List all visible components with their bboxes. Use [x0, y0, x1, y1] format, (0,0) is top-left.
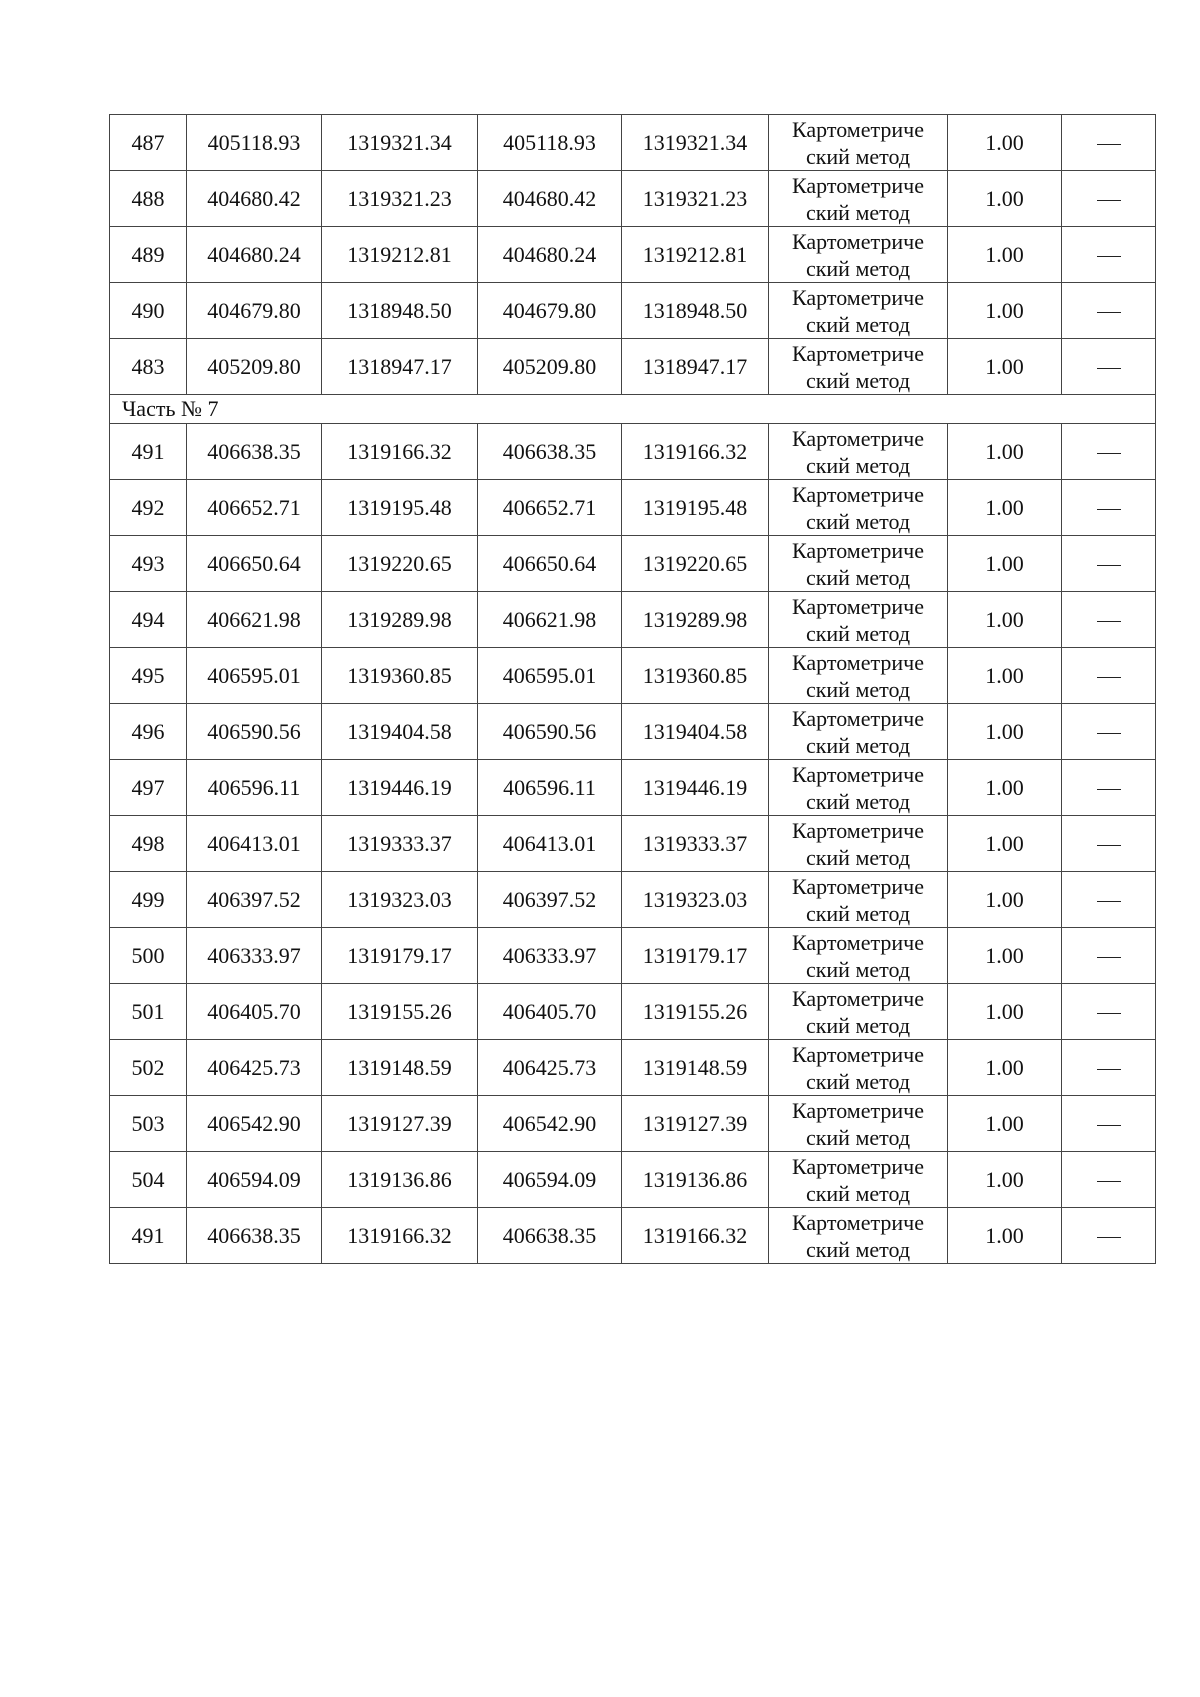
point-number-cell: 494 — [110, 592, 187, 648]
refined-x-cell: 406594.09 — [478, 1152, 622, 1208]
existing-x-cell: 406333.97 — [187, 928, 322, 984]
section-row — [110, 395, 1156, 424]
refined-x-cell: 404680.24 — [478, 227, 622, 283]
note-cell — [1062, 115, 1156, 171]
accuracy-cell: 1.00 — [948, 592, 1062, 648]
refined-y-cell: 1319321.34 — [622, 115, 769, 171]
refined-y-cell: 1319136.86 — [622, 1152, 769, 1208]
existing-y-cell: 1319220.65 — [322, 536, 478, 592]
note-cell — [1062, 536, 1156, 592]
refined-x-cell: 405209.80 — [478, 339, 622, 395]
existing-y-cell: 1319212.81 — [322, 227, 478, 283]
note-cell — [1062, 283, 1156, 339]
point-number-cell: 490 — [110, 283, 187, 339]
refined-x-cell: 406333.97 — [478, 928, 622, 984]
method-cell — [769, 704, 948, 760]
table-row — [110, 648, 1156, 704]
dash-mark — [1097, 509, 1121, 510]
method-text-line-2: ский метод — [805, 255, 911, 281]
refined-x-cell: 406542.90 — [478, 1096, 622, 1152]
method-text-line-2: ский метод — [805, 1012, 911, 1038]
accuracy-cell: 1.00 — [948, 872, 1062, 928]
method-text-line-2: ский метод — [805, 199, 911, 225]
point-number-cell: 503 — [110, 1096, 187, 1152]
existing-y-cell: 1319148.59 — [322, 1040, 478, 1096]
refined-y-cell: 1319148.59 — [622, 1040, 769, 1096]
accuracy-cell: 1.00 — [948, 339, 1062, 395]
method-text-line-1: Картометриче — [792, 1097, 924, 1123]
dash-mark — [1097, 200, 1121, 201]
method-text-line-2: ский метод — [805, 956, 911, 982]
table-row — [110, 760, 1156, 816]
method-cell — [769, 592, 948, 648]
accuracy-cell: 1.00 — [948, 928, 1062, 984]
note-cell — [1062, 1040, 1156, 1096]
existing-x-cell: 406594.09 — [187, 1152, 322, 1208]
method-cell — [769, 283, 948, 339]
method-text-line-1: Картометриче — [792, 1209, 924, 1235]
note-cell — [1062, 227, 1156, 283]
method-text-line-2: ский метод — [805, 844, 911, 870]
method-cell — [769, 424, 948, 480]
accuracy-cell: 1.00 — [948, 480, 1062, 536]
existing-x-cell: 406542.90 — [187, 1096, 322, 1152]
table-row — [110, 283, 1156, 339]
method-cell — [769, 648, 948, 704]
refined-x-cell: 406397.52 — [478, 872, 622, 928]
method-text-line-1: Картометриче — [792, 929, 924, 955]
refined-x-cell: 406652.71 — [478, 480, 622, 536]
dash-mark — [1097, 1125, 1121, 1126]
method-text-line-1: Картометриче — [792, 172, 924, 198]
refined-x-cell: 406405.70 — [478, 984, 622, 1040]
refined-x-cell: 406413.01 — [478, 816, 622, 872]
existing-y-cell: 1319321.23 — [322, 171, 478, 227]
point-number-cell: 483 — [110, 339, 187, 395]
refined-x-cell: 406425.73 — [478, 1040, 622, 1096]
dash-mark — [1097, 621, 1121, 622]
refined-x-cell: 406595.01 — [478, 648, 622, 704]
method-cell — [769, 339, 948, 395]
point-number-cell: 501 — [110, 984, 187, 1040]
note-cell — [1062, 592, 1156, 648]
dash-mark — [1097, 368, 1121, 369]
accuracy-cell: 1.00 — [948, 760, 1062, 816]
existing-y-cell: 1319404.58 — [322, 704, 478, 760]
method-text-line-2: ский метод — [805, 732, 911, 758]
note-cell — [1062, 1208, 1156, 1264]
existing-x-cell: 404680.42 — [187, 171, 322, 227]
note-cell — [1062, 704, 1156, 760]
existing-y-cell: 1319136.86 — [322, 1152, 478, 1208]
existing-y-cell: 1319179.17 — [322, 928, 478, 984]
method-text-line-2: ский метод — [805, 508, 911, 534]
existing-x-cell: 406425.73 — [187, 1040, 322, 1096]
method-text-line-2: ский метод — [805, 1068, 911, 1094]
method-text-line-2: ский метод — [805, 564, 911, 590]
dash-mark — [1097, 845, 1121, 846]
accuracy-cell: 1.00 — [948, 648, 1062, 704]
point-number-cell: 497 — [110, 760, 187, 816]
existing-x-cell: 406397.52 — [187, 872, 322, 928]
method-text-line-1: Картометриче — [792, 761, 924, 787]
method-cell — [769, 928, 948, 984]
note-cell — [1062, 1152, 1156, 1208]
method-cell — [769, 872, 948, 928]
refined-y-cell: 1318948.50 — [622, 283, 769, 339]
dash-mark — [1097, 144, 1121, 145]
refined-x-cell: 406638.35 — [478, 424, 622, 480]
method-text-line-2: ский метод — [805, 143, 911, 169]
refined-x-cell: 404680.42 — [478, 171, 622, 227]
note-cell — [1062, 648, 1156, 704]
table-row — [110, 1040, 1156, 1096]
method-text-line-1: Картометриче — [792, 425, 924, 451]
point-number-cell: 489 — [110, 227, 187, 283]
method-text-line-2: ский метод — [805, 1180, 911, 1206]
existing-x-cell: 406652.71 — [187, 480, 322, 536]
method-cell — [769, 1040, 948, 1096]
table-row — [110, 704, 1156, 760]
existing-y-cell: 1319155.26 — [322, 984, 478, 1040]
method-text-line-1: Картометриче — [792, 817, 924, 843]
method-text-line-2: ский метод — [805, 676, 911, 702]
dash-mark — [1097, 957, 1121, 958]
existing-y-cell: 1318948.50 — [322, 283, 478, 339]
accuracy-cell: 1.00 — [948, 1208, 1062, 1264]
point-number-cell: 504 — [110, 1152, 187, 1208]
method-text-line-1: Картометриче — [792, 537, 924, 563]
method-text-line-1: Картометриче — [792, 116, 924, 142]
accuracy-cell: 1.00 — [948, 115, 1062, 171]
method-text-line-2: ский метод — [805, 452, 911, 478]
accuracy-cell: 1.00 — [948, 1040, 1062, 1096]
method-text-line-1: Картометриче — [792, 593, 924, 619]
method-text-line-1: Картометриче — [792, 340, 924, 366]
existing-y-cell: 1319127.39 — [322, 1096, 478, 1152]
accuracy-cell: 1.00 — [948, 424, 1062, 480]
refined-y-cell: 1319179.17 — [622, 928, 769, 984]
dash-mark — [1097, 789, 1121, 790]
point-number-cell: 492 — [110, 480, 187, 536]
refined-x-cell: 406590.56 — [478, 704, 622, 760]
method-text-line-1: Картометриче — [792, 705, 924, 731]
point-number-cell: 493 — [110, 536, 187, 592]
table-row — [110, 480, 1156, 536]
dash-mark — [1097, 733, 1121, 734]
accuracy-cell: 1.00 — [948, 984, 1062, 1040]
point-number-cell: 500 — [110, 928, 187, 984]
point-number-cell: 496 — [110, 704, 187, 760]
dash-mark — [1097, 1237, 1121, 1238]
point-number-cell: 487 — [110, 115, 187, 171]
dash-mark — [1097, 256, 1121, 257]
table-row — [110, 984, 1156, 1040]
method-text-line-2: ский метод — [805, 1124, 911, 1150]
existing-x-cell: 406595.01 — [187, 648, 322, 704]
table-row — [110, 115, 1156, 171]
existing-x-cell: 406650.64 — [187, 536, 322, 592]
refined-y-cell: 1319404.58 — [622, 704, 769, 760]
table-row — [110, 1096, 1156, 1152]
refined-y-cell: 1319446.19 — [622, 760, 769, 816]
table-row — [110, 339, 1156, 395]
note-cell — [1062, 171, 1156, 227]
existing-x-cell: 406590.56 — [187, 704, 322, 760]
point-number-cell: 502 — [110, 1040, 187, 1096]
accuracy-cell: 1.00 — [948, 283, 1062, 339]
existing-y-cell: 1319360.85 — [322, 648, 478, 704]
table-row — [110, 171, 1156, 227]
existing-y-cell: 1319289.98 — [322, 592, 478, 648]
existing-x-cell: 405209.80 — [187, 339, 322, 395]
existing-y-cell: 1319333.37 — [322, 816, 478, 872]
note-cell — [1062, 816, 1156, 872]
dash-mark — [1097, 1013, 1121, 1014]
method-text-line-1: Картометриче — [792, 481, 924, 507]
dash-mark — [1097, 565, 1121, 566]
existing-y-cell: 1319166.32 — [322, 424, 478, 480]
refined-y-cell: 1319220.65 — [622, 536, 769, 592]
refined-y-cell: 1319166.32 — [622, 1208, 769, 1264]
method-cell — [769, 480, 948, 536]
point-number-cell: 491 — [110, 424, 187, 480]
refined-x-cell: 405118.93 — [478, 115, 622, 171]
existing-x-cell: 406413.01 — [187, 816, 322, 872]
table-row — [110, 592, 1156, 648]
dash-mark — [1097, 1069, 1121, 1070]
method-cell — [769, 1152, 948, 1208]
refined-y-cell: 1319155.26 — [622, 984, 769, 1040]
dash-mark — [1097, 901, 1121, 902]
method-text-line-1: Картометриче — [792, 228, 924, 254]
existing-x-cell: 406638.35 — [187, 1208, 322, 1264]
accuracy-cell: 1.00 — [948, 536, 1062, 592]
refined-x-cell: 404679.80 — [478, 283, 622, 339]
existing-x-cell: 406638.35 — [187, 424, 322, 480]
existing-x-cell: 405118.93 — [187, 115, 322, 171]
method-text-line-1: Картометриче — [792, 873, 924, 899]
refined-y-cell: 1319195.48 — [622, 480, 769, 536]
accuracy-cell: 1.00 — [948, 171, 1062, 227]
method-text-line-2: ский метод — [805, 367, 911, 393]
table-row — [110, 536, 1156, 592]
accuracy-cell: 1.00 — [948, 1152, 1062, 1208]
method-cell — [769, 536, 948, 592]
accuracy-cell: 1.00 — [948, 1096, 1062, 1152]
method-text-line-1: Картометриче — [792, 1153, 924, 1179]
refined-x-cell: 406621.98 — [478, 592, 622, 648]
existing-x-cell: 404679.80 — [187, 283, 322, 339]
accuracy-cell: 1.00 — [948, 227, 1062, 283]
existing-x-cell: 404680.24 — [187, 227, 322, 283]
method-text-line-1: Картометриче — [792, 1041, 924, 1067]
method-text-line-1: Картометриче — [792, 985, 924, 1011]
refined-y-cell: 1319166.32 — [622, 424, 769, 480]
table-row — [110, 227, 1156, 283]
method-cell — [769, 984, 948, 1040]
method-text-line-1: Картометриче — [792, 649, 924, 675]
dash-mark — [1097, 312, 1121, 313]
note-cell — [1062, 760, 1156, 816]
coordinates-table-body — [110, 115, 1156, 1264]
refined-x-cell: 406596.11 — [478, 760, 622, 816]
accuracy-cell: 1.00 — [948, 816, 1062, 872]
method-cell — [769, 816, 948, 872]
note-cell — [1062, 1096, 1156, 1152]
refined-x-cell: 406650.64 — [478, 536, 622, 592]
method-text-line-2: ский метод — [805, 788, 911, 814]
refined-y-cell: 1318947.17 — [622, 339, 769, 395]
method-text-line-2: ский метод — [805, 311, 911, 337]
dash-mark — [1097, 453, 1121, 454]
table-row — [110, 1208, 1156, 1264]
existing-y-cell: 1319166.32 — [322, 1208, 478, 1264]
note-cell — [1062, 872, 1156, 928]
method-text-line-1: Картометриче — [792, 284, 924, 310]
method-cell — [769, 171, 948, 227]
dash-mark — [1097, 677, 1121, 678]
method-cell — [769, 1096, 948, 1152]
table-row — [110, 424, 1156, 480]
point-number-cell: 495 — [110, 648, 187, 704]
note-cell — [1062, 984, 1156, 1040]
point-number-cell: 498 — [110, 816, 187, 872]
refined-y-cell: 1319321.23 — [622, 171, 769, 227]
note-cell — [1062, 928, 1156, 984]
point-number-cell: 499 — [110, 872, 187, 928]
note-cell — [1062, 424, 1156, 480]
method-text-line-2: ский метод — [805, 1236, 911, 1262]
refined-y-cell: 1319289.98 — [622, 592, 769, 648]
table-row — [110, 872, 1156, 928]
accuracy-cell: 1.00 — [948, 704, 1062, 760]
existing-x-cell: 406596.11 — [187, 760, 322, 816]
method-cell — [769, 1208, 948, 1264]
existing-y-cell: 1319446.19 — [322, 760, 478, 816]
method-cell — [769, 760, 948, 816]
existing-y-cell: 1319195.48 — [322, 480, 478, 536]
table-row — [110, 816, 1156, 872]
note-cell — [1062, 480, 1156, 536]
refined-y-cell: 1319333.37 — [622, 816, 769, 872]
table-row — [110, 928, 1156, 984]
refined-y-cell: 1319212.81 — [622, 227, 769, 283]
existing-y-cell: 1319323.03 — [322, 872, 478, 928]
refined-y-cell: 1319323.03 — [622, 872, 769, 928]
table-row — [110, 1152, 1156, 1208]
dash-mark — [1097, 1181, 1121, 1182]
method-cell — [769, 115, 948, 171]
method-text-line-2: ский метод — [805, 900, 911, 926]
section-label: Часть № 7 — [110, 395, 1156, 424]
existing-x-cell: 406405.70 — [187, 984, 322, 1040]
note-cell — [1062, 339, 1156, 395]
refined-y-cell: 1319127.39 — [622, 1096, 769, 1152]
existing-x-cell: 406621.98 — [187, 592, 322, 648]
existing-y-cell: 1319321.34 — [322, 115, 478, 171]
coordinates-table — [109, 114, 1156, 1264]
point-number-cell: 491 — [110, 1208, 187, 1264]
refined-x-cell: 406638.35 — [478, 1208, 622, 1264]
method-text-line-2: ский метод — [805, 620, 911, 646]
method-cell — [769, 227, 948, 283]
refined-y-cell: 1319360.85 — [622, 648, 769, 704]
existing-y-cell: 1318947.17 — [322, 339, 478, 395]
point-number-cell: 488 — [110, 171, 187, 227]
